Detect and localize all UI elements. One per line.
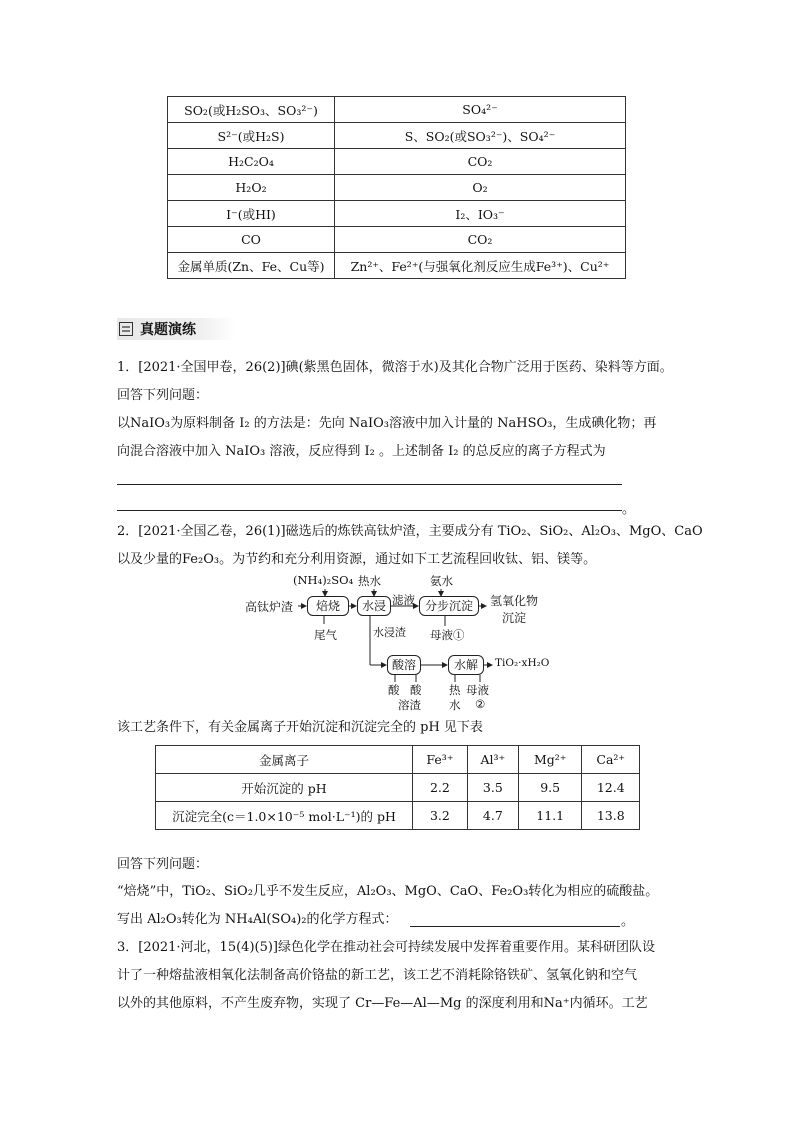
list-icon xyxy=(119,322,133,336)
product-cell: O₂ xyxy=(335,175,626,201)
header-cell: Fe³⁺ xyxy=(413,746,468,774)
process-flow-diagram xyxy=(240,572,570,712)
section-header xyxy=(117,318,196,340)
q1-line-4: 向混合溶液中加入 NaIO₃ 溶液，反应得到 I₂ 。上述制备 I₂ 的总反应的离子方程式为 xyxy=(117,444,606,459)
value-cell: 11.1 xyxy=(518,802,582,830)
reagent-hot-water: 热水 xyxy=(358,574,381,588)
q2-end-mark: 。 xyxy=(621,914,635,929)
acid-residue-label-1: 酸 xyxy=(410,683,422,697)
table-row xyxy=(168,227,626,253)
box-stepwise-precipitation: 分步沉淀 xyxy=(419,596,479,616)
reductant-cell: H₂C₂O₄ xyxy=(168,149,335,175)
leach-residue-label: 水浸渣 xyxy=(373,626,406,639)
reductant-cell: S²⁻(或H₂S) xyxy=(168,123,335,149)
redox-table xyxy=(167,96,626,279)
header-cell: 金属离子 xyxy=(156,746,413,774)
table-row xyxy=(168,175,626,201)
table-header-row xyxy=(156,746,640,774)
acid-label: 酸 xyxy=(388,683,400,697)
reductant-cell: 金属单质(Zn、Fe、Cu等) xyxy=(168,253,335,279)
answer-blank[interactable] xyxy=(410,926,620,927)
product-cell: CO₂ xyxy=(335,149,626,175)
reductant-cell: CO xyxy=(168,227,335,253)
product-cell: SO₄²⁻ xyxy=(335,97,626,123)
product-cell: CO₂ xyxy=(335,227,626,253)
row-label: 沉淀完全(c＝1.0×10⁻⁵ mol·L⁻¹)的 pH xyxy=(156,802,413,830)
product-cell: Zn²⁺、Fe²⁺(与强氧化剂反应生成Fe³⁺)、Cu²⁺ xyxy=(335,253,626,279)
box-water-leach: 水浸 xyxy=(357,596,391,616)
mother-liquor-2-number: ② xyxy=(475,697,486,711)
table-row xyxy=(168,253,626,279)
reductant-cell: SO₂(或H₂SO₃、SO₃²⁻) xyxy=(168,97,335,123)
value-cell: 13.8 xyxy=(582,802,640,830)
box-hydrolysis: 水解 xyxy=(448,655,484,675)
reductant-cell: I⁻(或HI) xyxy=(168,201,335,227)
reagent-ammonium-sulfate: (NH₄)₂SO₄ xyxy=(293,573,354,587)
q3-line-2: 计了一种熔盐液相氧化法制备高价铬盐的新工艺，该工艺不消耗除铬铁矿、氢氧化钠和空气 xyxy=(117,968,638,983)
ph-table xyxy=(155,745,640,830)
header-cell: Al³⁺ xyxy=(467,746,518,774)
hydroxide-label: 氢氧化物 xyxy=(490,594,539,608)
box-acid-dissolve: 酸溶 xyxy=(387,655,421,675)
value-cell: 9.5 xyxy=(518,774,582,802)
q1-end-mark: 。 xyxy=(622,502,636,517)
table-row xyxy=(156,802,640,830)
table-row xyxy=(168,97,626,123)
product-label: TiO₂·xH₂O xyxy=(495,657,550,669)
value-cell: 3.2 xyxy=(413,802,468,830)
q2-line-4: 写出 Al₂O₃转化为 NH₄Al(SO₄)₂的化学方程式： xyxy=(117,912,398,927)
value-cell: 2.2 xyxy=(413,774,468,802)
answer-blank[interactable] xyxy=(117,510,622,511)
mother-liquor-2-label: 母液 xyxy=(466,683,489,697)
value-cell: 12.4 xyxy=(582,774,640,802)
value-cell: 4.7 xyxy=(467,802,518,830)
row-label: 开始沉淀的 pH xyxy=(156,774,413,802)
header-cell: Ca²⁺ xyxy=(582,746,640,774)
q2-line-3: “焙烧”中，TiO₂、SiO₂几乎不发生反应，Al₂O₃、MgO、CaO、Fe₂O₃转化为相应的硫酸盐。 xyxy=(117,884,659,899)
water-label: 水 xyxy=(449,698,461,712)
feed-label: 高钛炉渣 xyxy=(245,600,294,614)
q1-line-3: 以NaIO₃为原料制备 I₂ 的方法是：先向 NaIO₃溶液中加入计量的 NaHSO₃，生成碘化物；再 xyxy=(117,416,657,431)
box-roast: 焙烧 xyxy=(307,596,349,616)
precipitate-label: 沉淀 xyxy=(502,611,527,625)
q2-line-1: 2．[2021·全国乙卷，26(1)]磁选后的炼铁高钛炉渣，主要成分有 TiO₂、SiO₂、Al₂O₃、MgO、CaO xyxy=(117,524,703,539)
table-row xyxy=(168,123,626,149)
q2-ask: 回答下列问题： xyxy=(117,857,209,872)
acid-residue-label-2: 溶渣 xyxy=(398,698,421,712)
table-row xyxy=(168,201,626,227)
table-row xyxy=(156,774,640,802)
section-title: 真题演练 xyxy=(140,322,196,338)
value-cell: 3.5 xyxy=(467,774,518,802)
q1-line-1: 1．[2021·全国甲卷，26(2)]碘(紫黑色固体，微溶于水)及其化合物广泛用于医药、染料等方面。 xyxy=(117,360,673,375)
reductant-cell: H₂O₂ xyxy=(168,175,335,201)
hot-label: 热 xyxy=(449,683,461,697)
q3-line-1: 3．[2021·河北，15(4)(5)]绿色化学在推动社会可持续发展中发挥着重要作用。某科研团队设 xyxy=(117,940,656,955)
mother-liquor-1-label: 母液① xyxy=(430,628,465,642)
filtrate-label: 滤液 xyxy=(392,593,415,607)
answer-blank[interactable] xyxy=(117,484,622,485)
q2-table-intro: 该工艺条件下，有关金属离子开始沉淀和沉淀完全的 pH 见下表 xyxy=(117,720,483,735)
q1-line-2: 回答下列问题： xyxy=(117,388,209,403)
header-cell: Mg²⁺ xyxy=(518,746,582,774)
q3-line-3: 以外的其他原料，不产生废弃物，实现了 Cr—Fe—Al—Mg 的深度利用和Na⁺内循环。工艺 xyxy=(117,996,648,1011)
product-cell: I₂、IO₃⁻ xyxy=(335,201,626,227)
q2-line-2: 以及少量的Fe₂O₃。为节约和充分利用资源，通过如下工艺流程回收钛、铝、镁等。 xyxy=(117,552,597,567)
reagent-ammonia: 氨水 xyxy=(430,574,453,588)
table-row xyxy=(168,149,626,175)
product-cell: S、SO₂(或SO₃²⁻)、SO₄²⁻ xyxy=(335,123,626,149)
tail-gas-label: 尾气 xyxy=(314,628,337,642)
